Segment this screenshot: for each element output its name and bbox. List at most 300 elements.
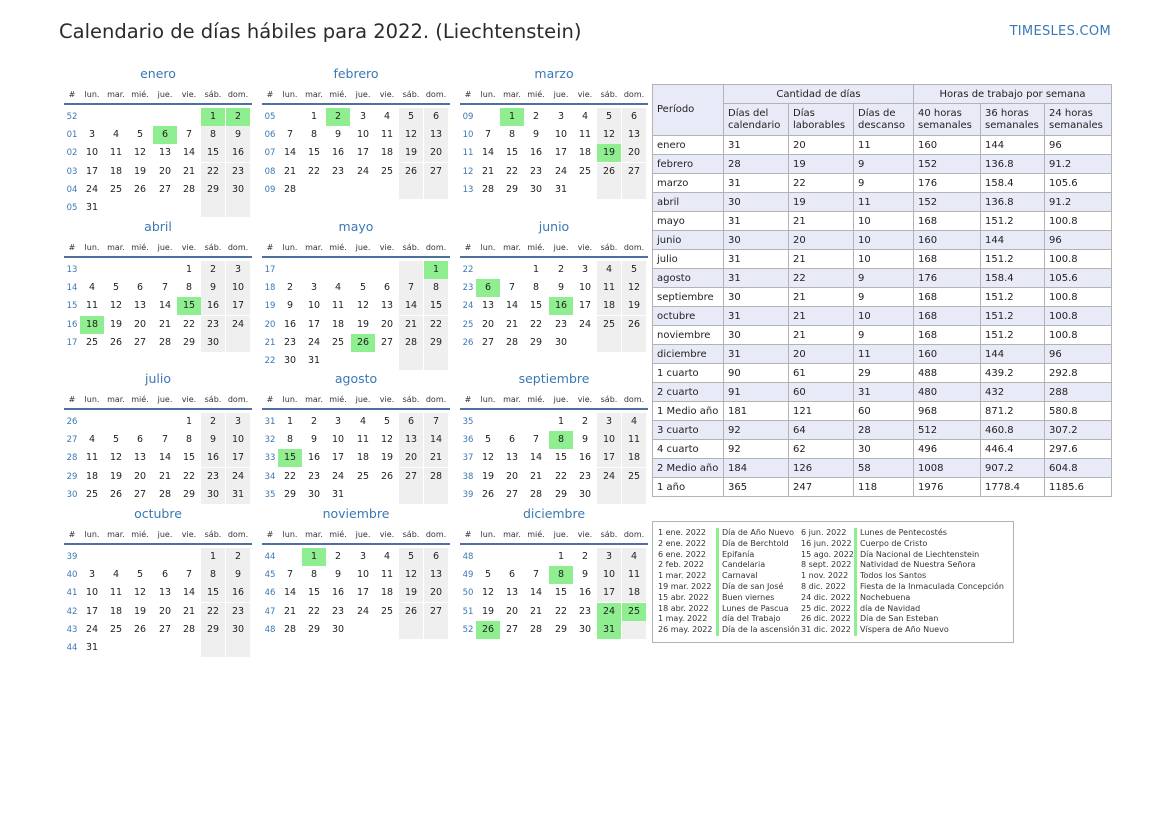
day-cell: 31 (226, 486, 250, 504)
weekday-label: sáb. (600, 90, 618, 99)
holiday-day: 18 (80, 316, 104, 334)
weekday-label: mar. (305, 243, 323, 252)
month-name: agosto (334, 371, 378, 386)
day-cell: 30 (578, 488, 592, 500)
week-number: 02 (66, 148, 78, 159)
week-row (64, 639, 252, 657)
day-cell: 3 (226, 413, 250, 431)
value-cell: 9 (854, 174, 914, 193)
header-divider (64, 408, 252, 410)
week-row (262, 126, 450, 144)
summary-row (653, 155, 1112, 174)
day-cell: 6 (136, 282, 144, 294)
week-number: 49 (462, 570, 474, 581)
day-cell: 29 (529, 336, 543, 348)
day-cell: 1 (557, 551, 565, 562)
day-cell: 11 (380, 129, 394, 141)
week-row (64, 449, 252, 467)
holiday-name: Carnaval (722, 571, 758, 581)
day-cell: 26 (109, 488, 123, 500)
holiday-name: Todos los Santos (860, 571, 927, 581)
week-number: 09 (264, 184, 276, 195)
day-cell: 24 (356, 165, 370, 177)
week-number: 20 (264, 319, 276, 330)
day-cell: 31 (85, 642, 99, 653)
summary-row (653, 364, 1112, 383)
value-cell: 365 (724, 478, 789, 497)
weekday-label: mié. (527, 395, 545, 404)
header-divider (64, 543, 252, 545)
day-cell: 9 (201, 431, 225, 449)
day-cell: 25 (356, 470, 370, 482)
day-cell: 1 (201, 548, 225, 566)
day-cell (622, 486, 646, 504)
week-number: 48 (264, 624, 276, 635)
week-row (460, 413, 648, 431)
holiday-day: 8 (549, 566, 573, 584)
weekday-label: mié. (527, 530, 545, 539)
day-cell: 16 (226, 584, 250, 602)
week-number: 41 (66, 588, 78, 599)
holiday-name: Día de Berchtold (722, 538, 789, 548)
day-cell: 16 (578, 452, 592, 464)
weekday-label: mié. (527, 90, 545, 99)
day-cell: 30 (554, 336, 568, 348)
week-number: 29 (66, 471, 78, 482)
summary-header-row (653, 85, 1112, 104)
weekday-label: vie. (379, 90, 395, 99)
day-cell: 18 (622, 584, 646, 602)
weekday-label: mié. (329, 395, 347, 404)
weekday-label: lun. (84, 395, 100, 404)
value-cell: 31 (724, 212, 789, 231)
week-row (460, 163, 648, 181)
weekday-header (262, 393, 450, 407)
week-row (460, 548, 648, 566)
day-cell: 30 (578, 623, 592, 635)
day-cell: 4 (359, 416, 367, 427)
day-cell: 8 (185, 434, 193, 446)
holiday-name: Día de la ascensión (722, 625, 800, 635)
week-row (64, 413, 252, 431)
week-row (64, 126, 252, 144)
day-cell: 30 (226, 181, 250, 199)
month-name: febrero (333, 66, 379, 81)
header-divider (262, 103, 450, 105)
holiday-date: 1 nov. 2022 (801, 571, 849, 581)
day-cell: 26 (380, 470, 394, 482)
day-cell: 8 (508, 129, 516, 141)
day-cell: 13 (133, 452, 147, 464)
week-row (262, 584, 450, 602)
page-title: Calendario de días hábiles para 2022. (Liechtenstein) (59, 20, 582, 43)
period-cell: octubre (653, 307, 724, 326)
day-cell: 2 (310, 416, 318, 427)
day-cell: 12 (481, 452, 495, 464)
week-row (460, 126, 648, 144)
holiday-day: 1 (424, 261, 448, 279)
holiday-list (652, 521, 1014, 643)
summary-row (653, 288, 1112, 307)
day-cell: 19 (622, 297, 646, 315)
value-cell: 21 (789, 326, 854, 345)
period-cell: mayo (653, 212, 724, 231)
day-cell: 5 (359, 282, 367, 294)
week-row (460, 431, 648, 449)
period-header: Período (653, 85, 724, 136)
day-cell: 15 (201, 144, 225, 162)
day-cell: 4 (112, 129, 120, 141)
day-cell: 19 (109, 318, 123, 330)
summary-row (653, 402, 1112, 421)
day-cell: 29 (182, 336, 196, 348)
week-number: 05 (264, 112, 276, 122)
working-days-header: Días laborables (789, 104, 854, 136)
day-cell: 9 (334, 569, 342, 581)
value-cell: 60 (854, 402, 914, 421)
day-cell: 28 (424, 468, 448, 486)
week-row (262, 334, 450, 352)
day-cell: 26 (481, 488, 495, 500)
week-row (460, 449, 648, 467)
value-cell: 1778.4 (981, 478, 1045, 497)
day-cell: 15 (307, 147, 321, 159)
value-cell: 496 (914, 440, 981, 459)
day-cell: 28 (283, 183, 297, 195)
value-cell: 31 (724, 345, 789, 364)
holiday-name: Día de San Esteban (860, 614, 939, 624)
weekday-label: jue. (157, 530, 173, 539)
day-cell (597, 334, 621, 352)
day-cell: 23 (578, 605, 592, 617)
summary-row (653, 478, 1112, 497)
holiday-date: 1 may. 2022 (658, 614, 708, 624)
period-cell: 1 cuarto (653, 364, 724, 383)
weekday-label: jue. (355, 395, 371, 404)
week-number: 12 (462, 166, 474, 177)
day-cell: 8 (201, 566, 225, 584)
weekday-label: vie. (577, 243, 593, 252)
value-cell: 168 (914, 307, 981, 326)
day-cell: 29 (554, 623, 568, 635)
day-cell: 4 (581, 111, 589, 122)
day-cell: 3 (310, 282, 318, 294)
day-cell (424, 621, 448, 639)
value-cell: 136.8 (981, 193, 1045, 212)
value-cell: 62 (789, 440, 854, 459)
day-cell: 8 (424, 279, 448, 297)
day-cell: 24 (307, 336, 321, 348)
weekday-header (262, 88, 450, 102)
value-cell: 31 (724, 307, 789, 326)
day-cell (399, 352, 423, 370)
day-cell: 20 (505, 470, 519, 482)
week-number: 36 (462, 435, 474, 446)
day-cell: 23 (578, 470, 592, 482)
day-cell: 10 (597, 431, 621, 449)
header-divider (460, 408, 648, 410)
week-row (64, 468, 252, 486)
value-cell: 151.2 (981, 326, 1045, 345)
value-cell: 22 (789, 269, 854, 288)
day-cell: 14 (158, 300, 172, 312)
day-cell: 27 (399, 468, 423, 486)
day-cell: 17 (85, 165, 99, 177)
weekday-label: mar. (503, 395, 521, 404)
week-number: 50 (462, 588, 474, 599)
value-cell: 488 (914, 364, 981, 383)
week-number: 52 (462, 624, 474, 635)
week-number: 24 (462, 301, 474, 312)
holiday-date: 1 mar. 2022 (658, 571, 707, 581)
week-number: 17 (264, 265, 276, 275)
day-cell: 28 (182, 183, 196, 195)
day-cell: 28 (182, 623, 196, 635)
week-number: 46 (264, 588, 276, 599)
weekday-header (460, 528, 648, 542)
week-row (64, 144, 252, 162)
day-cell: 21 (529, 605, 543, 617)
value-cell: 247 (789, 478, 854, 497)
day-cell: 3 (359, 551, 367, 562)
value-cell: 21 (789, 307, 854, 326)
day-cell: 12 (622, 279, 646, 297)
day-cell: 2 (286, 282, 294, 294)
holiday-day: 16 (549, 297, 573, 315)
weekday-label: # (68, 530, 76, 539)
day-cell: 22 (307, 605, 321, 617)
holiday-date: 24 dic. 2022 (801, 592, 851, 602)
week-number: 27 (66, 435, 78, 446)
value-cell: 11 (854, 193, 914, 212)
day-cell: 2 (557, 264, 565, 275)
day-cell: 7 (185, 569, 193, 581)
day-cell: 16 (331, 147, 345, 159)
weekday-label: mar. (107, 90, 125, 99)
day-cell: 12 (597, 126, 621, 144)
day-cell: 21 (505, 318, 519, 330)
value-cell: 176 (914, 269, 981, 288)
day-cell: 7 (161, 434, 169, 446)
rest-days-header: Días de descanso (854, 104, 914, 136)
day-cell: 3 (226, 261, 250, 279)
day-cell: 12 (399, 566, 423, 584)
day-cell: 4 (383, 551, 391, 562)
day-cell: 5 (136, 129, 144, 141)
week-number: 19 (264, 301, 276, 312)
day-cell: 16 (307, 452, 321, 464)
week-number: 22 (462, 265, 474, 275)
weekday-label: dom. (425, 243, 447, 252)
value-cell: 118 (854, 478, 914, 497)
value-cell: 9 (854, 269, 914, 288)
weekday-label: lun. (480, 243, 496, 252)
day-cell: 3 (88, 569, 96, 581)
week-number: 51 (462, 606, 474, 617)
day-cell: 13 (622, 126, 646, 144)
day-cell: 21 (283, 165, 297, 177)
holiday-day: 2 (226, 108, 250, 126)
weekday-label: mar. (107, 395, 125, 404)
header-divider (64, 103, 252, 105)
value-cell: 10 (854, 250, 914, 269)
week-row (460, 261, 648, 279)
day-cell: 13 (505, 452, 519, 464)
holiday-name: Candelaria (722, 560, 766, 570)
day-cell: 20 (505, 605, 519, 617)
week-row (262, 566, 450, 584)
day-cell: 17 (331, 452, 345, 464)
weekday-label: jue. (355, 90, 371, 99)
day-cell: 7 (161, 282, 169, 294)
value-cell: 126 (789, 459, 854, 478)
day-cell: 13 (158, 587, 172, 599)
day-cell: 4 (622, 548, 646, 566)
day-cell: 17 (356, 587, 370, 599)
weekday-label: lun. (84, 90, 100, 99)
day-cell: 12 (356, 300, 370, 312)
weekday-label: mar. (503, 243, 521, 252)
value-cell: 144 (981, 345, 1045, 364)
day-cell: 8 (201, 126, 225, 144)
day-cell: 15 (529, 300, 543, 312)
holiday-date: 15 abr. 2022 (658, 592, 709, 602)
week-row (64, 584, 252, 602)
day-cell: 15 (554, 452, 568, 464)
day-cell: 7 (185, 129, 193, 141)
weekday-label: dom. (623, 395, 645, 404)
weekday-label: mié. (131, 90, 149, 99)
day-cell: 23 (283, 336, 297, 348)
weekday-label: # (266, 90, 274, 99)
week-row (262, 297, 450, 315)
weekday-label: vie. (577, 90, 593, 99)
day-cell: 6 (424, 548, 448, 566)
holiday-day: 1 (500, 108, 524, 126)
site-link[interactable]: TIMESLES.COM (1009, 24, 1111, 39)
value-cell: 152 (914, 155, 981, 174)
summary-row (653, 307, 1112, 326)
day-cell: 12 (481, 587, 495, 599)
day-cell (597, 486, 621, 504)
week-number: 39 (462, 489, 474, 500)
day-cell: 2 (201, 261, 225, 279)
day-cell: 10 (307, 300, 321, 312)
day-cell: 15 (424, 297, 448, 315)
weekday-label: vie. (577, 395, 593, 404)
day-cell: 31 (85, 202, 99, 213)
week-number: 01 (66, 130, 78, 141)
weekday-label: sáb. (600, 530, 618, 539)
weekday-label: mar. (305, 395, 323, 404)
value-cell: 31 (724, 174, 789, 193)
week-row (64, 108, 252, 126)
day-cell: 18 (85, 470, 99, 482)
summary-row (653, 231, 1112, 250)
weekday-label: sáb. (600, 395, 618, 404)
weekday-label: dom. (623, 90, 645, 99)
week-row (460, 316, 648, 334)
weekday-label: mar. (503, 530, 521, 539)
week-row (460, 279, 648, 297)
day-cell: 18 (622, 449, 646, 467)
value-cell: 58 (854, 459, 914, 478)
weekday-label: mar. (305, 530, 323, 539)
value-cell: 90 (724, 364, 789, 383)
value-cell: 100.8 (1045, 250, 1112, 269)
week-number: 10 (462, 130, 474, 141)
day-cell: 4 (597, 261, 621, 279)
day-cell: 5 (399, 548, 423, 566)
day-cell: 2 (201, 413, 225, 431)
day-cell: 1 (532, 264, 540, 275)
week-row (64, 431, 252, 449)
weekday-label: vie. (181, 90, 197, 99)
holiday-date: 2 feb. 2022 (658, 560, 704, 570)
week-number: 32 (264, 435, 276, 446)
day-cell: 25 (380, 165, 394, 177)
value-cell: 871.2 (981, 402, 1045, 421)
value-cell: 604.8 (1045, 459, 1112, 478)
week-number: 11 (462, 148, 474, 159)
day-cell: 29 (201, 621, 225, 639)
day-cell: 4 (622, 413, 646, 431)
day-cell: 11 (597, 279, 621, 297)
value-cell: 100.8 (1045, 326, 1112, 345)
day-cell: 29 (307, 623, 321, 635)
value-cell: 31 (854, 383, 914, 402)
holiday-date: 18 abr. 2022 (658, 603, 709, 613)
day-cell: 24 (331, 470, 345, 482)
day-cell: 13 (424, 126, 448, 144)
month-name: noviembre (322, 506, 390, 521)
week-number: 13 (462, 184, 474, 195)
day-cell: 9 (201, 279, 225, 297)
weekday-label: # (464, 530, 472, 539)
day-cell: 10 (226, 279, 250, 297)
month-name: enero (140, 66, 176, 81)
holiday-day: 6 (476, 279, 500, 297)
day-cell: 16 (578, 587, 592, 599)
weekday-label: vie. (577, 530, 593, 539)
day-cell: 13 (481, 300, 495, 312)
day-cell: 12 (109, 452, 123, 464)
day-cell: 17 (578, 300, 592, 312)
day-cell: 13 (399, 431, 423, 449)
weekday-label: vie. (379, 530, 395, 539)
day-cell: 7 (286, 569, 294, 581)
day-cell: 20 (399, 449, 423, 467)
holiday-name: Víspera de Año Nuevo (860, 625, 949, 635)
day-cell: 17 (226, 297, 250, 315)
day-cell: 16 (331, 587, 345, 599)
day-cell: 26 (597, 163, 621, 181)
value-cell: 160 (914, 231, 981, 250)
day-cell: 17 (307, 318, 321, 330)
day-cell: 24 (85, 183, 99, 195)
period-cell: 2 cuarto (653, 383, 724, 402)
weekday-label: # (266, 395, 274, 404)
value-cell: 91.2 (1045, 193, 1112, 212)
day-cell: 9 (334, 129, 342, 141)
value-cell: 151.2 (981, 212, 1045, 231)
weekday-header (64, 528, 252, 542)
day-cell: 26 (399, 603, 423, 621)
hours-36-header: 36 horas semanales (981, 104, 1045, 136)
days-group-header: Cantidad de días (724, 85, 914, 104)
week-row (262, 621, 450, 639)
value-cell: 28 (724, 155, 789, 174)
